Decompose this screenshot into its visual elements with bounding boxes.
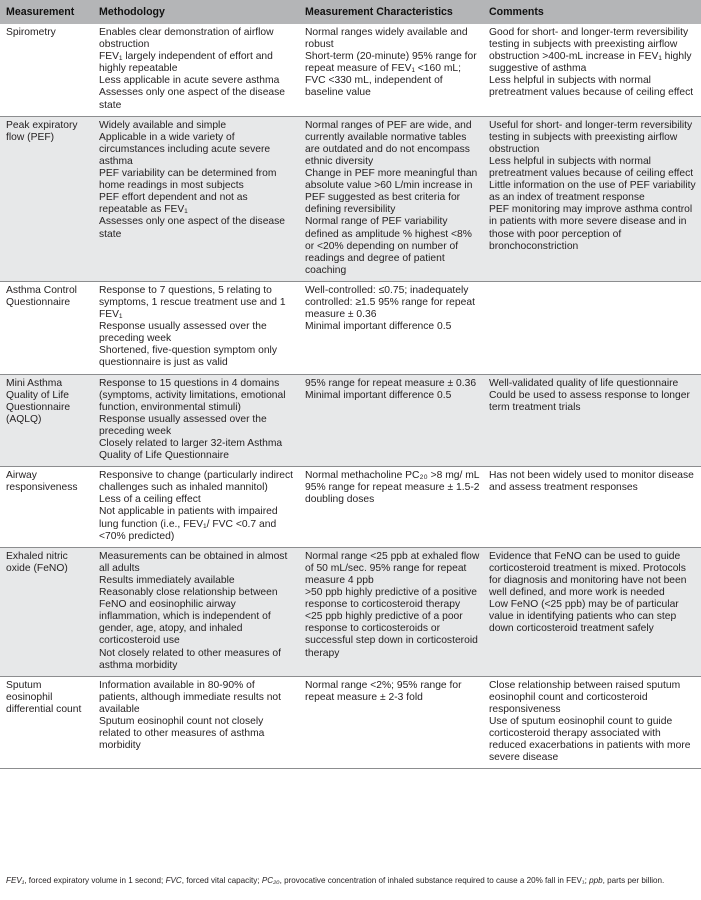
- comments-cell: [483, 676, 701, 769]
- comments-item: Useful for short- and longer-term reversibility testing in subjects with preexisting airflow obstruction: [489, 119, 693, 155]
- measurement-cell: Sputum eosinophil differential count: [0, 676, 93, 769]
- methodology-item: Less applicable in acute severe asthma: [99, 75, 280, 87]
- methodology-item: FEV₁ largely independent of effort and highly repeatable: [99, 51, 273, 75]
- methodology-item: PEF variability can be determined from home readings in most subjects: [99, 168, 277, 192]
- characteristics-cell: [299, 374, 483, 467]
- comments-item: Little information on the use of PEF variability as an index of treatment response: [489, 180, 696, 204]
- methodology-item: Widely available and simple: [99, 119, 227, 131]
- table-row: [0, 676, 701, 769]
- methodology-item: Response to 15 questions in 4 domains (symptoms, activity limitations, emotional function, environmental stimuli): [99, 377, 286, 413]
- characteristics-item: <25 ppb highly predictive of a poor response to corticosteroids or successful step down in corticosteroid therapy: [305, 611, 478, 659]
- methodology-cell: [93, 281, 299, 374]
- measurement-cell: Mini Asthma Quality of Life Questionnaire (AQLQ): [0, 374, 93, 467]
- methodology-item: Responsive to change (particularly indirect challenges such as inhaled mannitol): [99, 470, 294, 494]
- methodology-cell: [93, 676, 299, 769]
- comments-item: Use of sputum eosinophil count to guide corticosteroid therapy associated with reduced exacerbations in patients with more severe disease: [489, 715, 691, 764]
- methodology-cell: [93, 547, 299, 676]
- footnote-abbreviation: PC₂₀: [261, 876, 280, 885]
- comments-item: PEF monitoring may improve asthma control in patients with more severe disease and in those with poor perception of bronchoconstriction: [489, 204, 693, 252]
- comments-cell: [483, 374, 701, 467]
- measurement-cell: Airway responsiveness: [0, 467, 93, 548]
- methodology-item: Closely related to larger 32-item Asthma Quality of Life Questionnaire: [99, 438, 283, 462]
- comments-item: Less helpful in subjects with normal pretreatment values because of ceiling effect: [489, 75, 694, 99]
- comments-cell: [483, 24, 701, 116]
- characteristics-cell: [299, 116, 483, 281]
- comments-cell: [483, 547, 701, 676]
- characteristics-item: Normal methacholine PC₂₀ >8 mg/ mL: [305, 470, 480, 482]
- table-row: [0, 116, 701, 281]
- measurement-cell: Peak expiratory flow (PEF): [0, 116, 93, 281]
- methodology-item: PEF effort dependent and not as repeatable as FEV₁: [99, 192, 248, 216]
- characteristics-item: >50 ppb highly predictive of a positive response to corticosteroid therapy: [305, 587, 478, 611]
- characteristics-item: Normal range of PEF variability defined as amplitude % highest <8% or <20% depending on number of readings and degree of patient coaching: [305, 216, 472, 276]
- methodology-item: Measurements can be obtained in almost all adults: [99, 550, 288, 574]
- table-footnote: [6, 876, 696, 886]
- footnote-definition: , provocative concentration of inhaled substance required to cause a 20% fall in FEV₁;: [279, 876, 590, 885]
- header-comments: Comments: [483, 0, 701, 24]
- methodology-cell: [93, 374, 299, 467]
- characteristics-item: Change in PEF more meaningful than absolute value >60 L/min increase in PEF suggested as best criteria for defining reversibility: [305, 168, 478, 216]
- table-header: [0, 0, 701, 24]
- characteristics-cell: [299, 24, 483, 116]
- header-measurement: Measurement: [0, 0, 93, 24]
- footnote-abbreviation: FVC: [165, 876, 182, 885]
- characteristics-item: 95% range for repeat measure ± 0.36: [305, 377, 477, 389]
- methodology-item: Reasonably close relationship between FeNO and eosinophilic airway inflammation, which is independent of gender, age, atopy, and inhaled corticosteroid use: [99, 587, 278, 647]
- methodology-item: Not closely related to other measures of asthma morbidity: [99, 647, 282, 671]
- comments-cell: [483, 116, 701, 281]
- footnote-definition: , forced vital capacity;: [181, 876, 262, 885]
- characteristics-cell: [299, 467, 483, 548]
- characteristics-item: Short-term (20-minute) 95% range for repeat measure of FEV₁ <160 mL; FVC <330 mL, independent of baseline value: [305, 51, 477, 99]
- comments-item: Good for short- and longer-term reversibility testing in subjects with preexisting airflow obstruction >400-mL increase in FEV₁ highly suggestive of asthma: [489, 27, 692, 75]
- methodology-cell: [93, 467, 299, 548]
- comments-item: Has not been widely used to monitor disease and assess treatment responses: [489, 470, 694, 494]
- methodology-item: Response usually assessed over the preceding week: [99, 321, 267, 345]
- table-row: [0, 24, 701, 116]
- characteristics-item: Well-controlled: ≤0.75; inadequately controlled: ≥1.5 95% range for repeat measure ± 0.36: [305, 284, 475, 321]
- characteristics-item: Minimal important difference 0.5: [305, 389, 452, 401]
- footnote-abbreviation: ppb: [589, 876, 603, 885]
- methodology-item: Information available in 80-90% of patients, although immediate results not available: [99, 679, 282, 715]
- footnote-definition: , forced expiratory volume in 1 second;: [24, 876, 166, 885]
- methodology-item: Assesses only one aspect of the disease state: [99, 87, 286, 111]
- comments-item: Could be used to assess response to longer term treatment trials: [489, 389, 690, 413]
- comments-item: Close relationship between raised sputum eosinophil count and corticosteroid responsiveness: [489, 679, 681, 715]
- characteristics-item: Normal ranges widely available and robust: [305, 27, 468, 51]
- header-row: [0, 0, 701, 24]
- table-row: [0, 374, 701, 467]
- characteristics-cell: [299, 547, 483, 676]
- characteristics-item: Minimal important difference 0.5: [305, 321, 452, 333]
- measurement-cell: Exhaled nitric oxide (FeNO): [0, 547, 93, 676]
- footnote-abbreviation: FEV₁: [6, 876, 25, 885]
- comments-item: Less helpful in subjects with normal pretreatment values because of ceiling effect: [489, 155, 694, 180]
- table-row: [0, 467, 701, 548]
- methodology-item: Response to 7 questions, 5 relating to symptoms, 1 rescue treatment use and 1 FEV₁: [99, 284, 286, 321]
- table-row: [0, 547, 701, 676]
- methodology-item: Results immediately available: [99, 574, 235, 586]
- comments-item: Evidence that FeNO can be used to guide corticosteroid treatment is mixed. Protocols for diagnosis and monitoring have not been well defined, and more work is needed: [489, 550, 687, 599]
- methodology-item: Enables clear demonstration of airflow obstruction: [99, 27, 274, 51]
- measurement-cell: Spirometry: [0, 24, 93, 116]
- footnote-definition: , parts per billion.: [602, 876, 665, 885]
- measurement-cell: Asthma Control Questionnaire: [0, 281, 93, 374]
- header-methodology: Methodology: [93, 0, 299, 24]
- characteristics-item: Normal ranges of PEF are wide, and currently available normative tables are outdated and do not encompass ethnic diversity: [305, 119, 472, 167]
- methodology-item: Sputum eosinophil count not closely related to other measures of asthma morbidity: [99, 715, 265, 752]
- table-body: [0, 24, 701, 769]
- methodology-item: Response usually assessed over the preceding week: [99, 413, 267, 437]
- methodology-item: Applicable in a wide variety of circumstances including acute severe asthma: [99, 131, 271, 167]
- methodology-item: Assesses only one aspect of the disease state: [99, 216, 286, 240]
- comments-item: Well-validated quality of life questionnaire: [489, 377, 679, 389]
- comments-cell: [483, 281, 701, 374]
- characteristics-item: Normal range <25 ppb at exhaled flow of 50 mL/sec. 95% range for repeat measure 4 ppb: [305, 550, 480, 586]
- characteristics-item: Normal range <2%; 95% range for repeat measure ± 2-3 fold: [305, 679, 462, 703]
- methodology-item: Not applicable in patients with impaired lung function (i.e., FEV₁/ FVC <0.7 and <70% predicted): [99, 506, 278, 542]
- characteristics-cell: [299, 676, 483, 769]
- methodology-cell: [93, 24, 299, 116]
- comments-cell: [483, 467, 701, 548]
- characteristics-item: 95% range for repeat measure ± 1.5-2 doubling doses: [305, 482, 480, 506]
- methodology-item: Shortened, five-question symptom only questionnaire is just as valid: [99, 345, 277, 369]
- methodology-cell: [93, 116, 299, 281]
- methodology-item: Less of a ceiling effect: [99, 494, 201, 506]
- characteristics-cell: [299, 281, 483, 374]
- table-row: [0, 281, 701, 374]
- comments-item: Low FeNO (<25 ppb) may be of particular value in identifying patients who can step down corticosteroid treatment safely: [489, 599, 679, 635]
- header-characteristics: Measurement Characteristics: [299, 0, 483, 24]
